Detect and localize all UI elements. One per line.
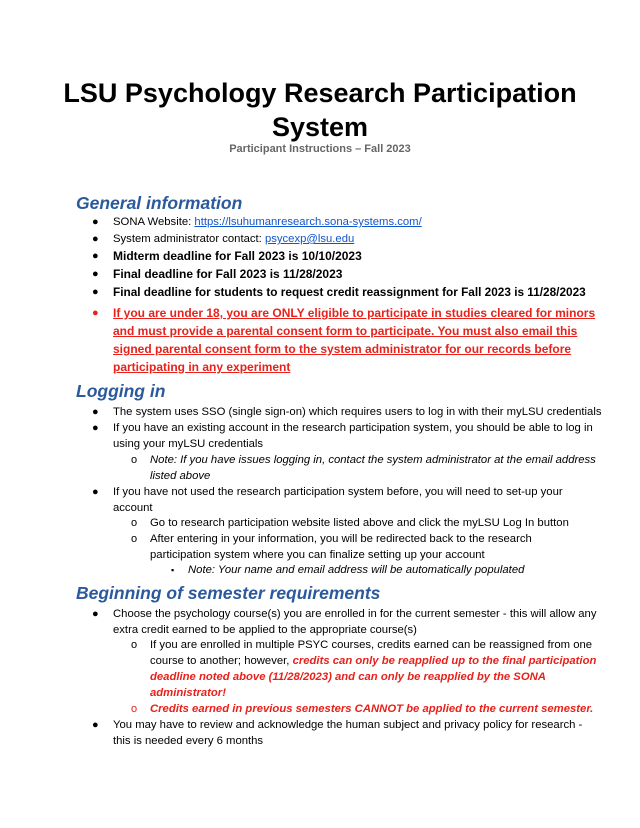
page-subtitle: Participant Instructions – Fall 2023 [229,143,411,155]
semester-choose-line-1: Choose the psychology course(s) you are enrolled in for the current semester - this will allow any [113,608,597,620]
bullet-icon: ● [92,250,99,262]
semester-multi-line-4: administrator! [150,687,226,699]
list-item-sona [113,214,422,230]
list-item-admin [113,231,354,247]
semester-multi-line-3: deadline noted above (11/28/2023) and can only be reapplied by the SONA [150,671,546,683]
circle-bullet-icon: o [131,703,138,715]
semester-multi-line-1: If you are enrolled in multiple PSYC courses, credits earned can be reassigned from one [150,639,593,651]
login-existing-line-2: using your myLSU credentials [113,438,264,450]
bullet-icon: ● [92,233,99,245]
sona-website-link[interactable]: https://lsuhumanresearch.sona-systems.com/ [194,216,422,228]
final-deadline: Final deadline for Fall 2023 is 11/28/2023 [113,267,343,281]
minors-warning-line-1: If you are under 18, you are ONLY eligible to participate in studies cleared for minors [113,306,596,320]
bullet-icon: ● [92,307,99,319]
minors-warning-line-2: and must provide a parental consent form to participate. You must also email this [113,324,578,338]
login-redirect-line-2: participation system where you can finalize setting up your account [150,549,485,561]
semester-choose-line-2: extra credit earned to be applied to the appropriate course(s) [113,624,417,636]
minors-warning-line-4: participating in any experiment [113,360,291,374]
circle-bullet-icon: o [131,533,138,545]
bullet-icon: ● [92,216,99,228]
admin-email-link[interactable]: psycexp@lsu.edu [264,233,355,245]
circle-bullet-icon: o [131,454,138,466]
sona-label: SONA Website: [113,216,195,228]
bullet-icon: ● [92,719,99,731]
semester-review-line-2: this is needed every 6 months [113,735,264,747]
bullet-icon: ● [92,486,99,498]
login-note-line-2: listed above [150,470,211,482]
admin-label: System administrator contact: [113,233,265,245]
minors-warning-line-3: signed parental consent form to the system administrator for our records before [113,342,572,356]
bullet-icon: ● [92,406,99,418]
semester-multi-line-2 [150,653,596,669]
login-sso: The system uses SSO (single sign-on) which requires users to log in with their myLSU credentials [113,406,602,418]
section-heading-general: General information [76,193,243,213]
circle-bullet-icon: o [131,639,138,651]
midterm-deadline: Midterm deadline for Fall 2023 is 10/10/2023 [113,249,362,263]
bullet-icon: ● [92,608,99,620]
reassign-deadline: Final deadline for students to request credit reassignment for Fall 2023 is 11/28/2023 [113,285,586,299]
section-heading-semester: Beginning of semester requirements [76,583,381,603]
bullet-icon: ● [92,268,99,280]
section-heading-login: Logging in [76,381,166,401]
login-redirect-line-1: After entering in your information, you will be redirected back to the research [150,533,532,545]
semester-multi-plain: course to another; however, [150,655,293,667]
semester-review-line-1: You may have to review and acknowledge the human subject and privacy policy for research - [113,719,583,731]
semester-multi-red: credits can only be reapplied up to the final participation [292,655,597,667]
login-auto-note: Note: Your name and email address will be automatically populated [188,564,525,576]
square-bullet-icon: ▪ [171,565,175,575]
login-goto: Go to research participation website listed above and click the myLSU Log In button [150,517,569,529]
login-new-line-2: account [113,502,153,514]
login-new-line-1: If you have not used the research participation system before, you will need to set-up your [113,486,563,498]
login-existing-line-1: If you have an existing account in the research participation system, you should be able to log in [113,422,593,434]
login-note-line-1: Note: If you have issues logging in, contact the system administrator at the email address [150,454,596,466]
page-title: LSU Psychology Research Participation System [63,78,577,142]
circle-bullet-icon: o [131,517,138,529]
bullet-icon: ● [92,286,99,298]
bullet-icon: ● [92,422,99,434]
semester-previous-credits: Credits earned in previous semesters CANNOT be applied to the current semester. [150,703,594,715]
